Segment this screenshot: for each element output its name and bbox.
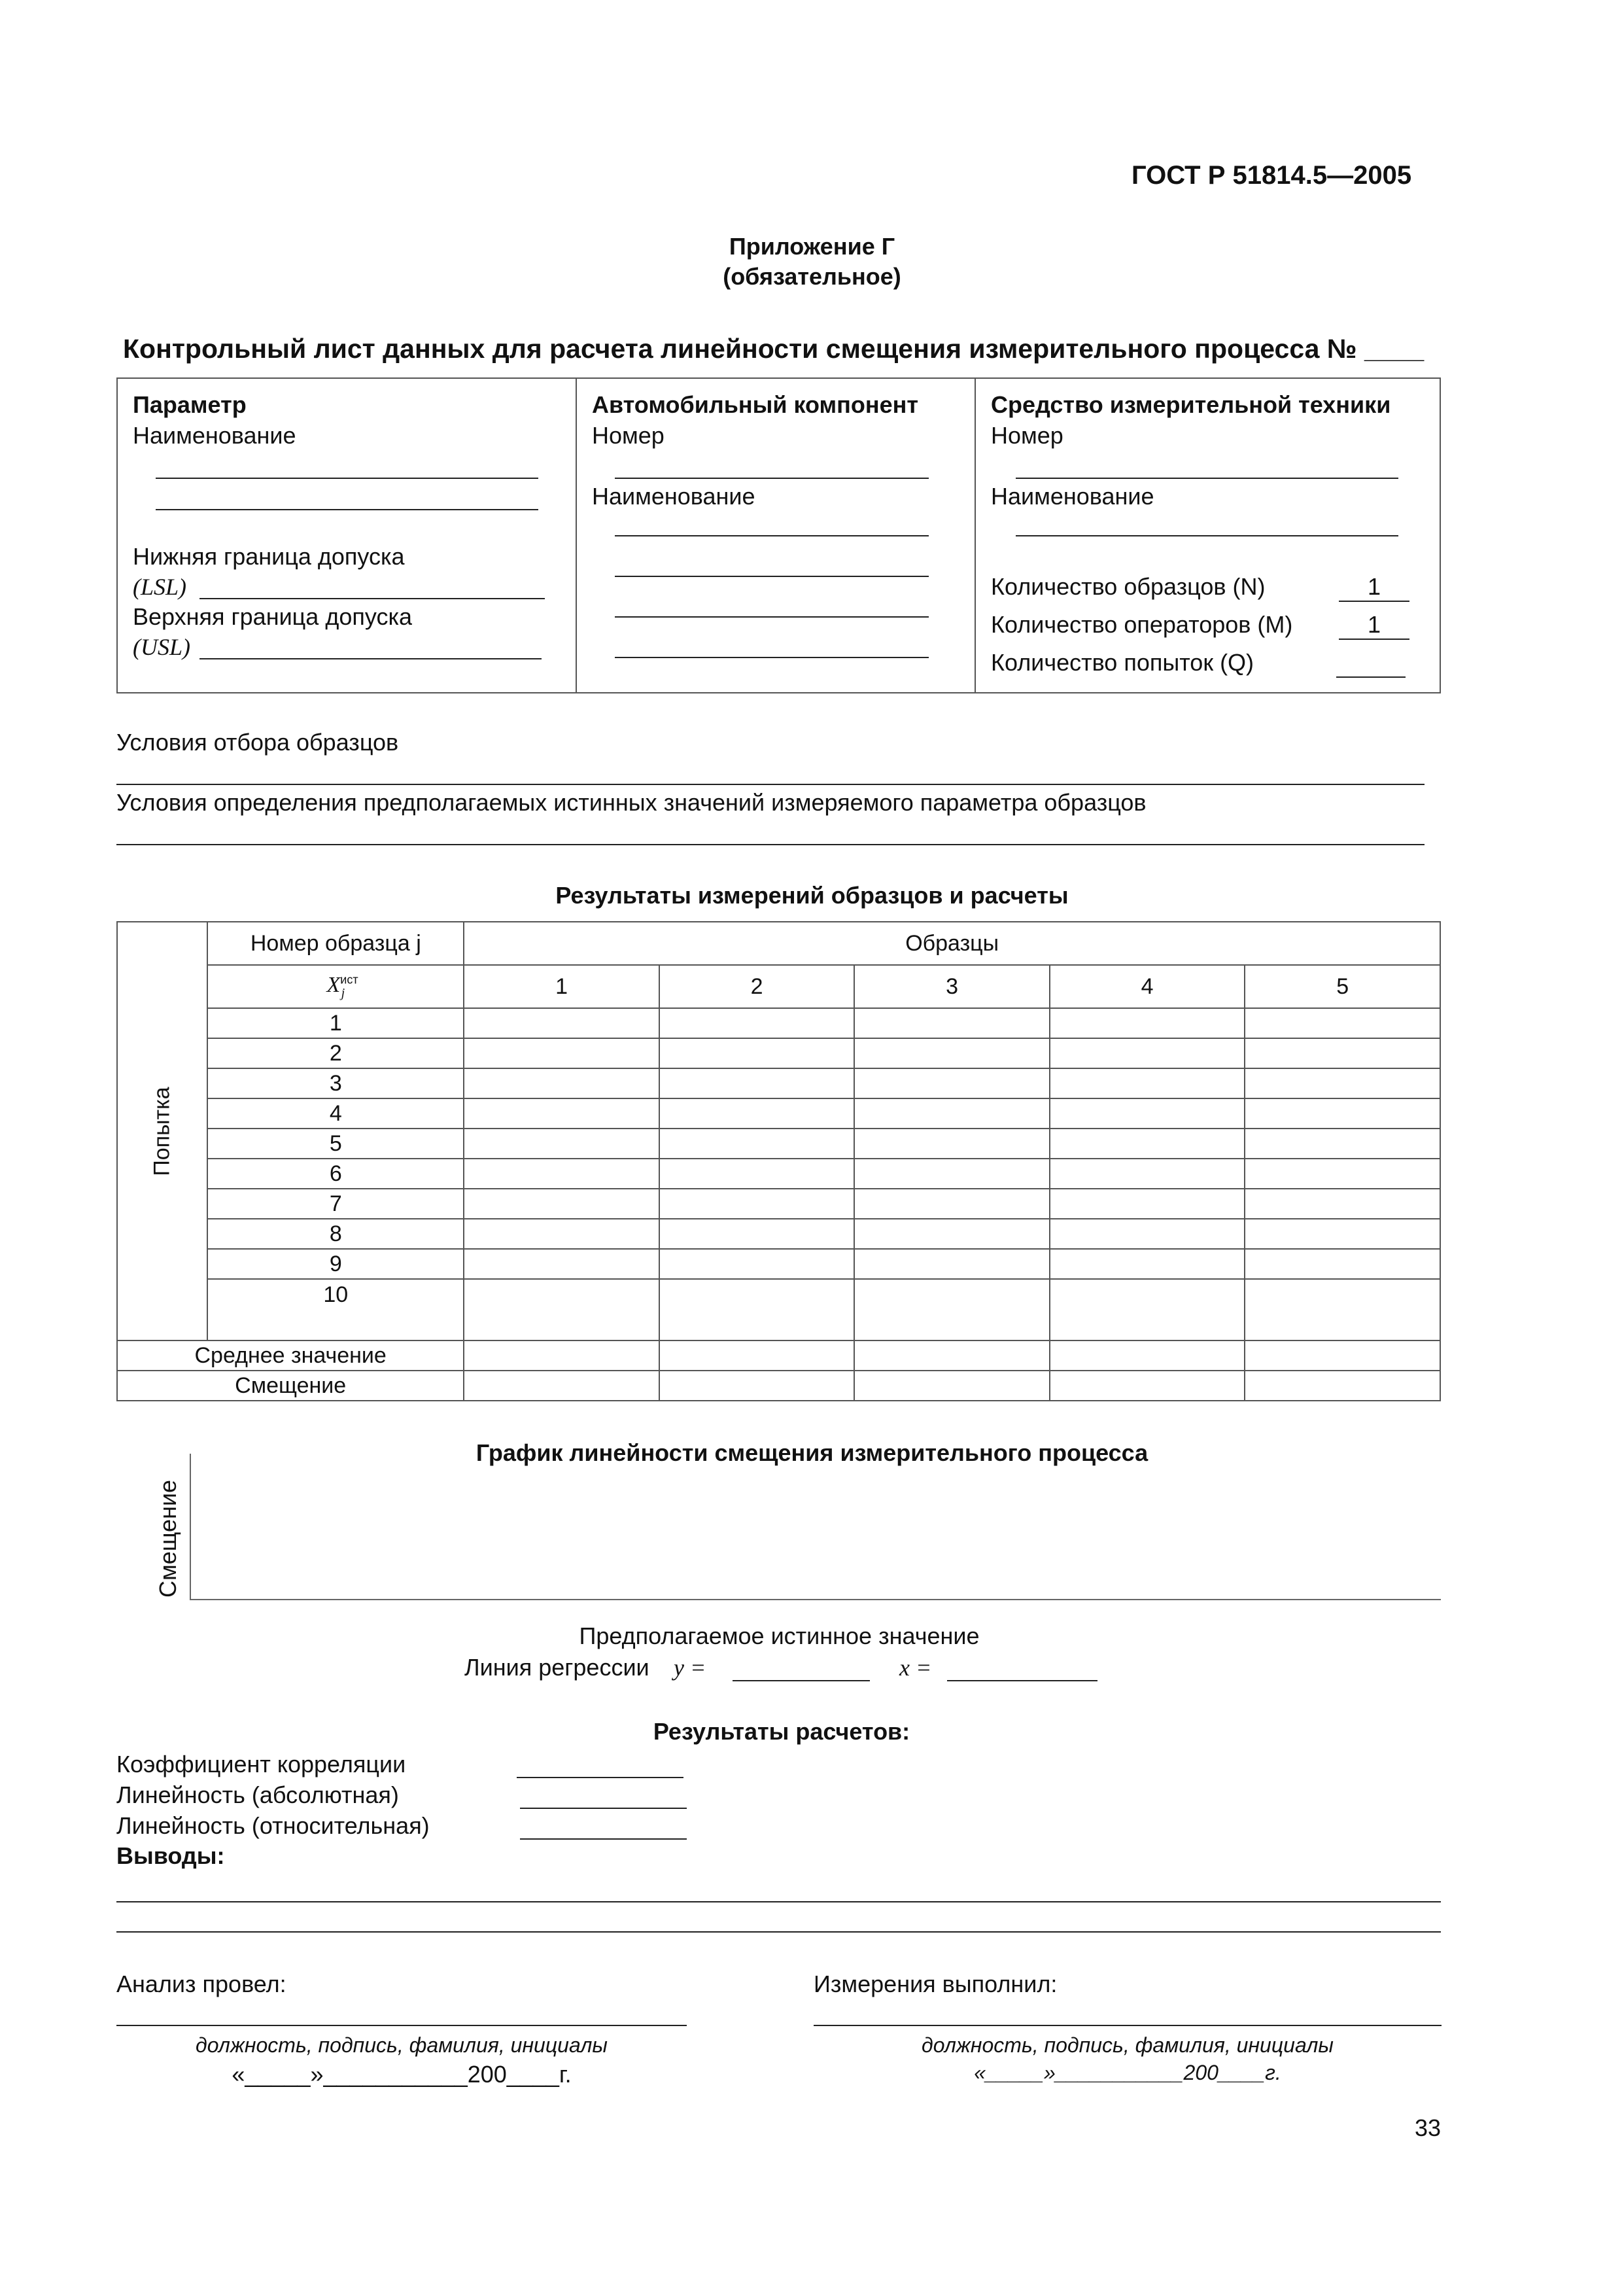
page-number: 33 <box>1414 2114 1441 2141</box>
param-heading: Параметр <box>133 391 247 418</box>
lsl-label: Нижняя граница допуска <box>133 543 405 570</box>
results-table-title: Результаты измерений образцов и расчеты <box>555 882 1069 909</box>
usl-field[interactable] <box>199 658 542 659</box>
measured-caption: должность, подпись, фамилия, инициалы <box>922 2033 1334 2057</box>
lsl-symbol: (LSL) <box>133 574 187 600</box>
cell[interactable] <box>854 1159 1050 1189</box>
cell[interactable] <box>1050 1068 1245 1098</box>
cell[interactable] <box>1050 1189 1245 1219</box>
graph-x-label: Предполагаемое истинное значение <box>579 1622 980 1649</box>
cell[interactable] <box>659 1038 855 1068</box>
analysis-caption: должность, подпись, фамилия, инициалы <box>196 2033 608 2057</box>
info-divider-1 <box>576 377 577 693</box>
cell[interactable] <box>464 1068 659 1098</box>
true-values-conditions-label: Условия определения предполагаемых истинных значений измеряемого параметра образцов <box>116 789 1147 816</box>
trial-axis-label: Попытка <box>149 1086 175 1176</box>
appendix-title: Приложение Г <box>729 233 895 260</box>
conclusions-label: Выводы: <box>116 1842 225 1869</box>
cell[interactable] <box>854 1189 1050 1219</box>
cell[interactable] <box>659 1219 855 1249</box>
trial-row-label: 7 <box>207 1189 464 1219</box>
appendix-subtitle: (обязательное) <box>723 263 901 290</box>
cell[interactable] <box>854 1129 1050 1159</box>
true-value-sup: ист <box>340 973 358 987</box>
cell[interactable] <box>659 1159 855 1189</box>
mean-row-label: Среднее значение <box>117 1340 464 1371</box>
trial-row-label: 1 <box>207 1008 464 1038</box>
instrument-heading: Средство измерительной техники <box>991 391 1391 418</box>
trials-count-field[interactable] <box>1336 676 1406 678</box>
analysis-signature-field[interactable] <box>116 2025 687 2026</box>
cell[interactable] <box>1245 1279 1440 1340</box>
cell[interactable] <box>1245 1189 1440 1219</box>
instrument-number-field[interactable] <box>1016 478 1398 479</box>
linearity-rel-field[interactable] <box>520 1838 687 1840</box>
instrument-number-label: Номер <box>991 422 1063 449</box>
measured-date: «_____»___________200____г. <box>974 2061 1281 2084</box>
component-name-field-4[interactable] <box>615 657 929 658</box>
samples-count-value[interactable]: 1 <box>1339 573 1409 602</box>
cell[interactable] <box>1050 1098 1245 1129</box>
regression-x-symbol: x = <box>899 1655 932 1681</box>
instrument-name-label: Наименование <box>991 483 1154 510</box>
cell[interactable] <box>854 1371 1050 1401</box>
component-name-field-2[interactable] <box>615 576 929 577</box>
cell[interactable] <box>659 1068 855 1098</box>
cell[interactable] <box>659 1340 855 1371</box>
trial-row-label: 2 <box>207 1038 464 1068</box>
true-value-header <box>207 965 464 1008</box>
cell[interactable] <box>659 1249 855 1279</box>
component-number-field[interactable] <box>615 478 929 479</box>
param-name-field-1[interactable] <box>156 478 538 479</box>
cell[interactable] <box>464 1008 659 1038</box>
cell[interactable] <box>1245 1038 1440 1068</box>
cell[interactable] <box>1245 1219 1440 1249</box>
sampling-conditions-field[interactable] <box>116 784 1425 785</box>
conclusions-field-1[interactable] <box>116 1901 1441 1902</box>
regression-y-symbol: y = <box>674 1655 706 1681</box>
cell[interactable] <box>464 1340 659 1371</box>
sample-col-1: 1 <box>464 965 659 1008</box>
measured-signature-field[interactable] <box>814 2025 1442 2026</box>
param-name-field-2[interactable] <box>156 509 538 510</box>
cell[interactable] <box>1050 1219 1245 1249</box>
operators-count-value[interactable]: 1 <box>1339 611 1409 640</box>
cell[interactable] <box>464 1249 659 1279</box>
sample-col-4: 4 <box>1050 965 1245 1008</box>
cell[interactable] <box>1245 1159 1440 1189</box>
sample-col-3: 3 <box>854 965 1050 1008</box>
form-title: Контрольный лист данных для расчета линейности смещения измерительного процесса № ____ <box>123 334 1425 364</box>
true-value-sub: j <box>341 985 345 1000</box>
cell[interactable] <box>1050 1340 1245 1371</box>
usl-label: Верхняя граница допуска <box>133 603 413 630</box>
cell[interactable] <box>854 1249 1050 1279</box>
cell[interactable] <box>854 1068 1050 1098</box>
cell[interactable] <box>1050 1279 1245 1340</box>
cell[interactable] <box>1050 1008 1245 1038</box>
cell[interactable] <box>1050 1129 1245 1159</box>
correlation-field[interactable] <box>517 1777 683 1778</box>
cell[interactable] <box>1245 1068 1440 1098</box>
trial-row-label: 8 <box>207 1219 464 1249</box>
cell[interactable] <box>854 1340 1050 1371</box>
trials-count-label: Количество попыток (Q) <box>991 649 1254 676</box>
cell[interactable] <box>659 1189 855 1219</box>
cell[interactable] <box>464 1279 659 1340</box>
cell[interactable] <box>854 1279 1050 1340</box>
cell[interactable] <box>1245 1371 1440 1401</box>
component-name-field-3[interactable] <box>615 616 929 618</box>
cell[interactable] <box>1245 1008 1440 1038</box>
cell[interactable] <box>464 1098 659 1129</box>
sample-number-header <box>207 922 464 965</box>
correlation-label: Коэффициент корреляции <box>116 1751 406 1778</box>
calc-title: Результаты расчетов: <box>653 1718 910 1745</box>
document-code: ГОСТ Р 51814.5—2005 <box>1132 161 1412 190</box>
cell[interactable] <box>659 1098 855 1129</box>
sample-col-5: 5 <box>1245 965 1440 1008</box>
component-name-label: Наименование <box>592 483 755 510</box>
regression-label: Линия регрессии <box>464 1654 649 1681</box>
cell[interactable] <box>464 1129 659 1159</box>
sample-col-2: 2 <box>659 965 855 1008</box>
instrument-name-field[interactable] <box>1016 535 1398 536</box>
cell[interactable] <box>1050 1038 1245 1068</box>
param-name-label: Наименование <box>133 422 296 449</box>
analysis-date: «_____»___________200____г. <box>232 2061 572 2088</box>
cell[interactable] <box>1050 1249 1245 1279</box>
graph-title: График линейности смещения измерительного процесса <box>475 1439 1149 1466</box>
usl-symbol: (USL) <box>133 634 190 660</box>
graph-y-axis <box>190 1454 191 1599</box>
trial-row-label: 9 <box>207 1249 464 1279</box>
graph-y-label: Смещение <box>154 1479 181 1598</box>
component-name-field-1[interactable] <box>615 535 929 536</box>
cell[interactable] <box>464 1219 659 1249</box>
sampling-conditions-label: Условия отбора образцов <box>116 729 399 756</box>
trial-row-label: 5 <box>207 1129 464 1159</box>
results-table <box>116 921 1441 1401</box>
cell[interactable] <box>659 1371 855 1401</box>
cell[interactable] <box>464 1371 659 1401</box>
trial-row-label: 3 <box>207 1068 464 1098</box>
true-values-conditions-field[interactable] <box>116 844 1425 845</box>
cell[interactable] <box>1245 1098 1440 1129</box>
linearity-rel-label: Линейность (относительная) <box>116 1812 430 1839</box>
samples-header: Образцы <box>464 922 1440 965</box>
conclusions-field-2[interactable] <box>116 1931 1441 1933</box>
trial-row-label: 4 <box>207 1098 464 1129</box>
linearity-abs-field[interactable] <box>520 1808 687 1809</box>
cell[interactable] <box>854 1219 1050 1249</box>
component-number-label: Номер <box>592 422 665 449</box>
cell[interactable] <box>659 1129 855 1159</box>
regression-y-field[interactable] <box>733 1680 870 1681</box>
cell[interactable] <box>464 1038 659 1068</box>
analysis-label: Анализ провел: <box>116 1971 286 1997</box>
samples-count-label: Количество образцов (N) <box>991 573 1266 600</box>
cell[interactable] <box>854 1038 1050 1068</box>
graph-x-axis <box>190 1599 1441 1600</box>
regression-x-field[interactable] <box>947 1680 1097 1681</box>
trial-axis-cell <box>117 922 207 1340</box>
cell[interactable] <box>1050 1371 1245 1401</box>
measured-label: Измерения выполнил: <box>814 1971 1058 1997</box>
bias-row-label: Смещение <box>117 1371 464 1401</box>
cell[interactable] <box>659 1008 855 1038</box>
true-value-symbol: X <box>326 973 341 998</box>
sample-number-label: Номер образца j <box>250 930 421 956</box>
cell[interactable] <box>854 1008 1050 1038</box>
cell[interactable] <box>464 1189 659 1219</box>
cell[interactable] <box>464 1159 659 1189</box>
cell[interactable] <box>854 1098 1050 1129</box>
cell[interactable] <box>1245 1249 1440 1279</box>
cell[interactable] <box>1245 1340 1440 1371</box>
info-divider-2 <box>975 377 976 693</box>
cell[interactable] <box>1245 1129 1440 1159</box>
trial-row-label: 6 <box>207 1159 464 1189</box>
operators-count-label: Количество операторов (M) <box>991 611 1293 638</box>
cell[interactable] <box>1050 1159 1245 1189</box>
linearity-abs-label: Линейность (абсолютная) <box>116 1781 399 1808</box>
component-heading: Автомобильный компонент <box>592 391 919 418</box>
trial-row-label: 10 <box>207 1279 464 1340</box>
lsl-field[interactable] <box>199 598 545 599</box>
cell[interactable] <box>659 1279 855 1340</box>
